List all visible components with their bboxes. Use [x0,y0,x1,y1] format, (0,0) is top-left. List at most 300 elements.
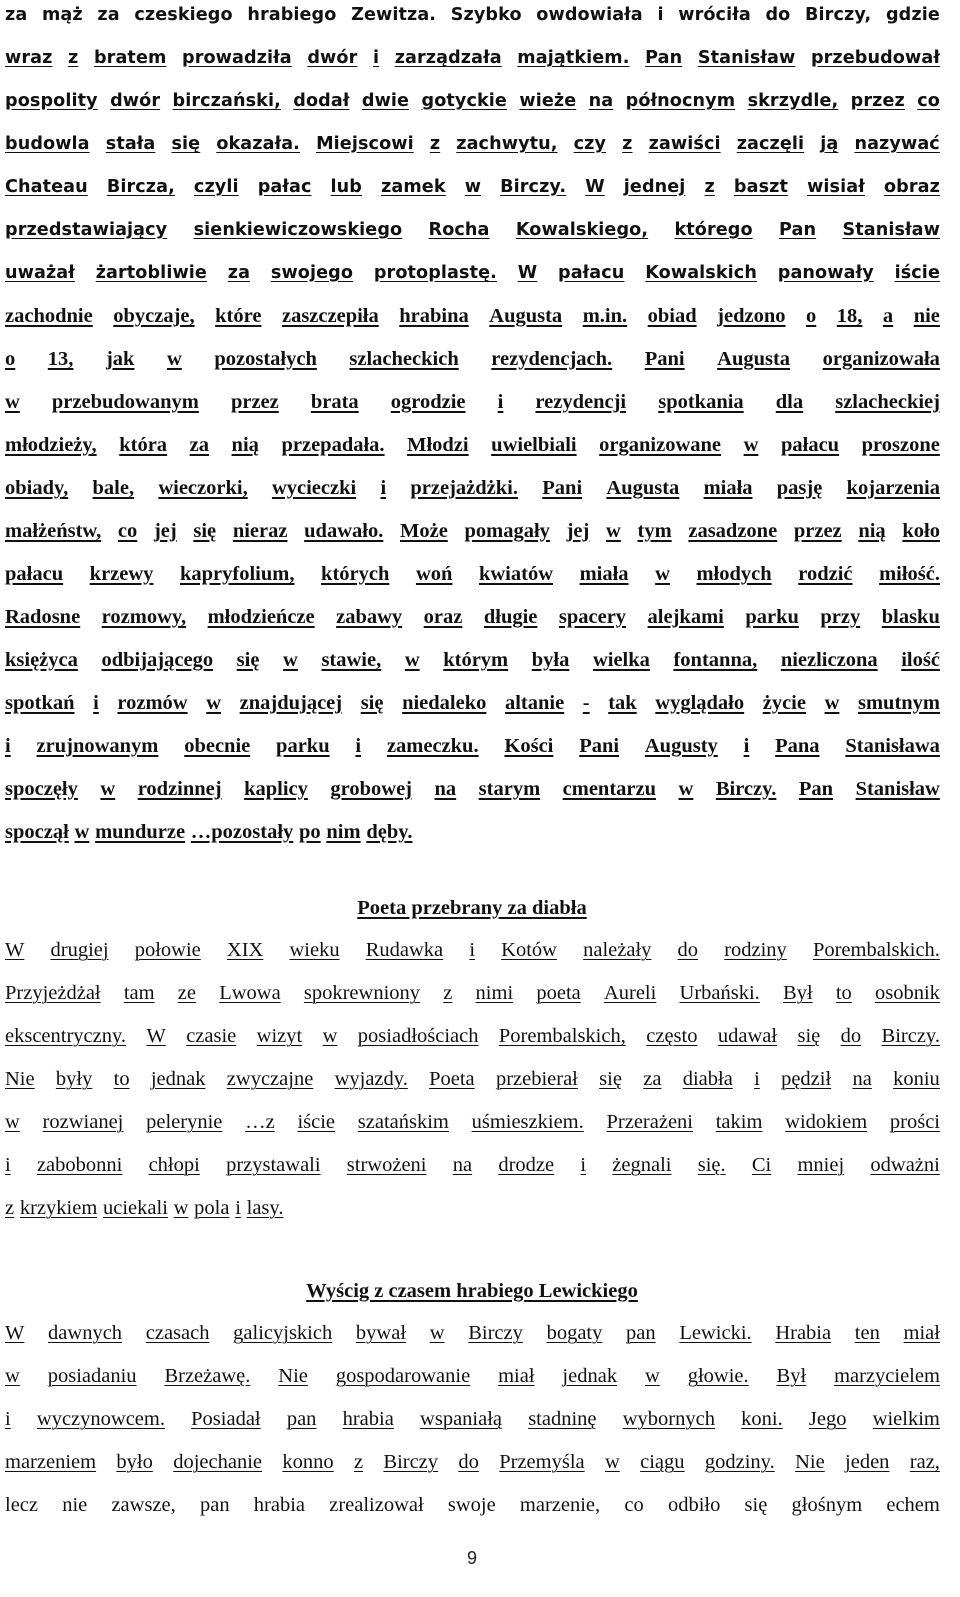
word: do [840,1025,862,1047]
word: starym [478,778,541,800]
word: pałacu [558,263,625,283]
text-line [5,344,940,387]
word: widokiem [785,1111,868,1133]
text-line [5,602,940,645]
word: oraz [423,606,463,628]
word: stadninę [528,1408,597,1430]
word: hrabina [399,305,469,327]
word: zrujnowanym [36,735,159,757]
word: co [917,91,940,111]
word: zrealizował [329,1494,424,1516]
word: wróciła [678,5,751,25]
word: północnym [625,91,736,111]
poet-paragraph [5,935,940,1236]
text-line [5,129,940,172]
word: Nie [795,1451,825,1473]
word: przez [230,391,279,413]
word: przystawali [226,1154,321,1176]
word: bale, [92,477,135,499]
word: pałac [257,177,312,197]
word: w [655,563,670,585]
word: miała [579,563,629,585]
word: i [235,1197,241,1219]
word: - [582,692,590,714]
word: w [283,649,298,671]
word: wielkim [872,1408,940,1430]
word: do [458,1451,479,1473]
word: z [353,1451,364,1473]
word: w [464,177,482,197]
word: przepadała. [281,434,385,456]
word: bywał [355,1322,407,1344]
word: zaczęli [736,134,805,154]
word: dwór [307,48,358,68]
word: zaszczepiła [281,305,379,327]
text-line [5,1193,940,1236]
word: 13, [47,348,74,370]
word: którym [443,649,509,671]
word: przedstawiający [5,220,168,240]
word: i [355,735,362,757]
word: o [806,305,817,327]
word: alejkami [647,606,724,628]
word: Augusta [489,305,563,327]
word: Kości [504,735,554,757]
word: pan [626,1322,656,1344]
word: obraz [883,177,940,197]
word: Rudawka [365,939,444,961]
word: z [68,48,79,68]
word: na [434,778,457,800]
word: do [677,939,699,961]
section-heading-lewicki: Wyścig z czasem hrabiego Lewickiego [306,1280,638,1302]
word: były [55,1068,93,1090]
word: jednej [623,177,686,197]
word: godziny. [704,1451,775,1473]
word: Nie [278,1365,308,1387]
word: marzenie, [519,1494,601,1516]
word: i [580,1154,587,1176]
word: Lwowa [219,982,281,1004]
word: Pan [645,48,683,68]
word: birczański, [172,91,281,111]
word: młodych [696,563,772,585]
word: połowie [134,939,201,961]
word: …z [245,1111,275,1133]
word: skrzydle, [747,91,839,111]
word: się [360,692,384,714]
word: ją [820,134,839,154]
word: rozmowy, [101,606,187,628]
word: przebierał [495,1068,578,1090]
word: kojarzenia [846,477,940,499]
word: zarządzała [394,48,502,68]
text-line [5,1150,940,1193]
text-line [5,774,940,817]
word: która [119,434,168,456]
text-line [5,645,940,688]
word: gospodarowanie [335,1365,471,1387]
word: się [744,1494,768,1516]
word: odbiło [667,1494,721,1516]
word: życie [762,692,806,714]
word: w [5,1111,20,1133]
word: w [74,821,90,843]
word: baszt [733,177,789,197]
word: wyglądało [655,692,745,714]
word: i [5,735,11,757]
word: bratem [93,48,167,68]
text-line [5,43,940,86]
word: i [657,5,664,25]
word: Przyjeżdżał [5,982,101,1004]
word: Birczy. [715,778,777,800]
word: dwie [361,91,410,111]
word: żartobliwie [95,263,207,283]
word: obiady, [5,477,69,499]
word: nim [326,821,361,843]
word: rezydencjach. [491,348,613,370]
word: Brzeżawę. [164,1365,251,1387]
word: zawsze, [111,1494,176,1516]
word: pozostałych [214,348,317,370]
word: czyli [193,177,239,197]
word: niedaleko [402,692,487,714]
word: Przemyśla [499,1451,585,1473]
word: w [604,1451,620,1473]
word: do [765,5,791,25]
word: Kotów [501,939,557,961]
word: zabawy [336,606,403,628]
text-line [5,1021,940,1064]
word: XIX [226,939,264,961]
word: budowla [5,134,90,154]
word: dawnych [48,1322,123,1344]
word: W [5,939,25,961]
word: woń [415,563,453,585]
word: osobnik [875,982,940,1004]
word: jednak [150,1068,206,1090]
word: pasję [776,477,823,499]
word: na [852,1068,872,1090]
text-line [5,1490,940,1533]
word: chłopi [148,1154,200,1176]
word: rodziny [724,939,787,961]
word: Birczy [383,1451,439,1473]
word: Przerażeni [606,1111,693,1133]
text-line [5,1318,940,1361]
word: Kowalskich [645,263,757,283]
word: w [5,1365,20,1387]
word: za [189,434,209,456]
word: Urbański. [679,982,760,1004]
word: dla [775,391,804,413]
word: koło [902,520,940,542]
text-line [5,559,940,602]
word: Lewicki. [679,1322,752,1344]
word: lub [330,177,362,197]
word: uważał [5,263,75,283]
word: to [113,1068,130,1090]
word: organizowała [822,348,940,370]
word: bogaty [546,1322,603,1344]
word: wycieczki [271,477,357,499]
word: hrabiego [247,5,337,25]
word: rodzinnej [137,778,222,800]
word: jej [153,520,177,542]
word: parku [745,606,799,628]
word: spacery [558,606,627,628]
word: Pana [775,735,820,757]
word: niezliczona [780,649,878,671]
word: w [404,649,420,671]
word: spokrewniony [303,982,421,1004]
word: rezydencji [535,391,627,413]
word: majątkiem. [517,48,630,68]
word: miał [498,1365,535,1387]
word: po [299,821,321,843]
word: Ci [751,1154,772,1176]
word: się [797,1025,821,1047]
word: posiadłościach [357,1025,479,1047]
word: pan [199,1494,230,1516]
word: młodzieńcze [207,606,315,628]
word: Stanisław [842,220,940,240]
word: z [622,134,633,154]
word: protoplastę. [373,263,497,283]
word: Jego [808,1408,847,1430]
word: uśmieszkiem. [471,1111,584,1133]
word: tak [608,692,637,714]
word: dodał [293,91,350,111]
word: nią [858,520,886,542]
word: grobowej [330,778,413,800]
word: w [173,1197,189,1219]
word: W [146,1025,166,1047]
word: mundurze [95,821,186,843]
page-number: 9 [466,1548,477,1568]
word: w [644,1365,660,1387]
word: i [469,939,476,961]
word: Stanisław [855,778,940,800]
word: pałacu [5,563,64,585]
word: pospolity [5,91,98,111]
word: proszone [861,434,940,456]
word: hrabia [253,1494,306,1516]
word: strwożeni [346,1154,427,1176]
word: za [5,5,28,25]
word: co [117,520,138,542]
word: nazywać [854,134,940,154]
word: Pani [579,735,620,757]
word: koniu [893,1068,940,1090]
word: wieczorki, [158,477,248,499]
word: jej [566,520,590,542]
word: się. [697,1154,726,1176]
word: dojechanie [173,1451,262,1473]
word: ogrodzie [390,391,466,413]
word: galicyjskich [233,1322,333,1344]
word: Aureli [603,982,657,1004]
word: echem [886,1494,940,1516]
word: drugiej [50,939,109,961]
section-heading-poet: Poeta przebrany za diabła [357,897,587,919]
word: uciekali [103,1197,168,1219]
word: spoczęły [5,778,78,800]
word: Miejscowi [316,134,414,154]
word: wyczynowcem. [36,1408,165,1430]
word: dwór [110,91,161,111]
word: i [497,391,504,413]
word: Birczy. [500,177,567,197]
text-line [5,1361,940,1404]
word: uwielbiali [491,434,577,456]
word: czeskiego [134,5,233,25]
word: Hrabia [775,1322,832,1344]
word: wielka [592,649,650,671]
word: jednak [562,1365,618,1387]
word: co [624,1494,644,1516]
word: w [743,434,759,456]
word: nie [62,1494,88,1516]
word: swojego [270,263,354,283]
word: jeden [845,1451,890,1473]
word: marzycielem [834,1365,940,1387]
word: Birczy [468,1322,523,1344]
word: zameczku. [386,735,479,757]
word: głośnym [791,1494,863,1516]
text-line [5,86,940,129]
word: parku [276,735,330,757]
text-line [5,258,940,301]
text-line [5,817,940,860]
word: szatańskim [357,1111,449,1133]
word: krzykiem [19,1197,98,1219]
word: szlacheckiej [835,391,940,413]
word: w [606,520,621,542]
text-line [5,301,940,344]
word: posiadaniu [47,1365,137,1387]
word: w [167,348,182,370]
word: za [97,5,120,25]
word: spotkań [5,692,75,714]
word: Pan [798,778,834,800]
word: udawał [717,1025,778,1047]
word: i [372,48,380,68]
word: …pozostały [190,821,294,843]
word: wieku [289,939,340,961]
word: Birczy. [881,1025,940,1047]
word: znajdującej [239,692,343,714]
word: takim [715,1111,763,1133]
text-line [5,731,940,774]
word: często [646,1025,698,1047]
word: w [5,391,20,413]
word: długie [483,606,538,628]
word: to [835,982,852,1004]
word: organizowane [599,434,722,456]
word: a [882,305,894,327]
word: w [322,1025,338,1047]
word: za [643,1068,662,1090]
word: konno [282,1451,334,1473]
word: przebudowanym [51,391,199,413]
word: głowie. [687,1365,749,1387]
word: które [215,305,262,327]
word: księżyca [5,649,78,671]
word: Chateau [5,177,88,197]
word: z [5,1197,15,1219]
word: obecnie [184,735,251,757]
word: drodze [498,1154,555,1176]
word: raz, [909,1451,940,1473]
word: Młodzi [407,434,469,456]
word: o [5,348,16,370]
word: się [236,649,260,671]
word: wisiał [807,177,865,197]
text-line [5,0,940,43]
word: małżeństw, [5,520,102,542]
word: i [5,1408,11,1430]
word: wyjazdy. [334,1068,408,1090]
word: iście [297,1111,336,1133]
word: tam [123,982,155,1004]
word: rodzić [798,563,853,585]
word: kaplicy [244,778,308,800]
word: lecz [5,1494,38,1516]
word: Stanisława [845,735,940,757]
word: Birczy, [805,5,872,25]
word: Poeta [429,1068,475,1090]
word: wspaniałą [420,1408,503,1430]
word: wraz [5,48,53,68]
word: Porembalskich, [498,1025,626,1047]
word: należały [583,939,652,961]
word: fontanna, [673,649,758,671]
word: rozwianej [42,1111,124,1133]
word: pola [194,1197,230,1219]
word: w [206,692,222,714]
word: kapryfolium, [180,563,295,585]
text-line [5,1404,940,1447]
word: Szybko [450,5,522,25]
intro-paragraph [5,0,940,860]
word: altanie [504,692,565,714]
word: m.in. [582,305,628,327]
word: nią [231,434,259,456]
word: zachodnie [5,305,93,327]
word: czasach [145,1322,210,1344]
word: iście [894,263,940,283]
word: zabobonni [36,1154,123,1176]
word: czasie [186,1025,237,1047]
word: mniej [797,1154,845,1176]
word: przez [793,520,842,542]
word: Nie [5,1068,35,1090]
word: diabła [682,1068,733,1090]
word: Augusta [606,477,680,499]
word: którego [674,220,753,240]
text-line [5,430,940,473]
word: koni. [741,1408,783,1430]
word: żegnali [612,1154,672,1176]
word: się [599,1068,622,1090]
word: w [429,1322,445,1344]
text-line [5,516,940,559]
word: pan [286,1408,317,1430]
word: na [452,1154,473,1176]
word: pelerynie [146,1111,223,1133]
